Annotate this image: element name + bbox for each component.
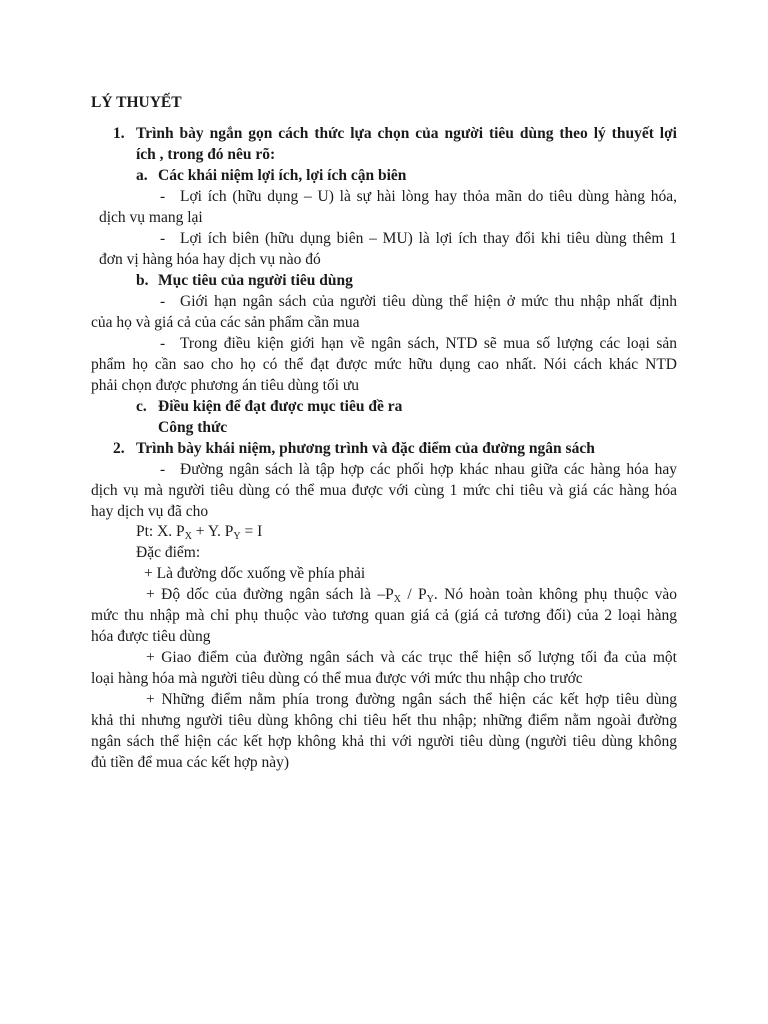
q1-a-p1-line-2: dịch vụ mang lại [99, 209, 203, 226]
q1-b-title: Mục tiêu của người tiêu dùng [158, 272, 353, 289]
q1-title-line-1: Trình bày ngắn gọn cách thức lựa chọn của người tiêu dùng theo lý thuyết lợi [136, 125, 677, 142]
q1-c-title: Điều kiện để đạt được mục tiêu đề ra [158, 398, 403, 415]
bullet-dash: - [160, 188, 166, 205]
feature-2-line-3: hóa được tiêu dùng [91, 628, 211, 645]
q1-title-line-2: ích , trong đó nêu rõ: [136, 146, 276, 163]
feature-3-line-2: loại hàng hóa mà người tiêu dùng có thể mua được với mức thu nhập cho trước [91, 670, 583, 687]
q1-b-p1-line-1: Giới hạn ngân sách của người tiêu dùng thể hiện ở mức thu nhập nhất định [180, 293, 677, 310]
bullet-dash: - [160, 461, 166, 478]
formula-label: Công thức [158, 419, 228, 436]
section-heading: LÝ THUYẾT [91, 94, 182, 111]
q1-b-p1-line-2: của họ và giá cả của các sản phẩm cần mua [91, 314, 360, 331]
q2-number: 2. [113, 440, 125, 457]
bullet-dash: - [160, 293, 166, 310]
q1-b-p2-line-1: Trong điều kiện giới hạn về ngân sách, NTD sẽ mua số lượng các loại sản [180, 335, 677, 352]
bullet-dash: - [160, 335, 166, 352]
q2-p1-line-1: Đường ngân sách là tập hợp các phối hợp khác nhau giữa các hàng hóa hay [180, 461, 677, 478]
q1-a-title: Các khái niệm lợi ích, lợi ích cận biên [158, 167, 407, 184]
budget-equation: Pt: X. $P_X + Y$. $P_Y = I$ [136, 523, 263, 542]
q1-a-p2-line-2: đơn vị hàng hóa hay dịch vụ nào đó [99, 251, 321, 268]
feature-2-line-1: + Độ dốc của đường ngân sách là $-P_X / P_Y$. Nó hoàn toàn không phụ thuộc vào [146, 586, 677, 605]
q2-title: Trình bày khái niệm, phương trình và đặc điểm của đường ngân sách [136, 440, 595, 457]
q2-p1-line-3: hay dịch vụ đã cho [91, 503, 209, 520]
feature-4-line-1: + Những điểm nằm phía trong đường ngân sách thể hiện các kết hợp tiêu dùng [146, 691, 677, 708]
feature-2-line-2: mức thu nhập mà chỉ phụ thuộc vào tương quan giá cả (giá cả tương đối) của 2 loại hàng [91, 607, 677, 624]
q1-b-p2-line-3: phải chọn được phương án tiêu dùng tối ưu [91, 377, 360, 394]
q1-a-p2-line-1: Lợi ích biên (hữu dụng biên – MU) là lợi ích thay đổi khi tiêu dùng thêm 1 [180, 230, 677, 247]
q1-a-p1-line-1: Lợi ích (hữu dụng – U) là sự hài lòng hay thỏa mãn do tiêu dùng hàng hóa, [180, 188, 677, 205]
q1-a-letter: a. [136, 167, 148, 184]
features-label: Đặc điểm: [136, 544, 201, 561]
q2-p1-line-2: dịch vụ mà người tiêu dùng có thể mua được với cùng 1 mức chi tiêu và giá các hàng hóa [91, 482, 677, 499]
feature-3-line-1: + Giao điểm của đường ngân sách và các trục thể hiện số lượng tối đa của một [146, 649, 677, 666]
feature-1: + Là đường dốc xuống về phía phải [144, 565, 366, 582]
q1-number: 1. [113, 125, 125, 142]
feature-4-line-3: ngân sách thể hiện các kết hợp không khả thi với người tiêu dùng (người tiêu dùng không [91, 733, 677, 750]
feature-4-line-4: đủ tiền để mua các kết hợp này) [91, 754, 289, 771]
q1-b-p2-line-2: phẩm họ cần sao cho họ có thể đạt được mức hữu dụng cao nhất. Nói cách khác NTD [91, 356, 677, 373]
q1-c-letter: c. [136, 398, 147, 415]
feature-4-line-2: khả thi nhưng người tiêu dùng không chi tiêu hết thu nhập; những điểm nằm ngoài đường [91, 712, 677, 729]
bullet-dash: - [160, 230, 166, 247]
q1-b-letter: b. [136, 272, 149, 289]
